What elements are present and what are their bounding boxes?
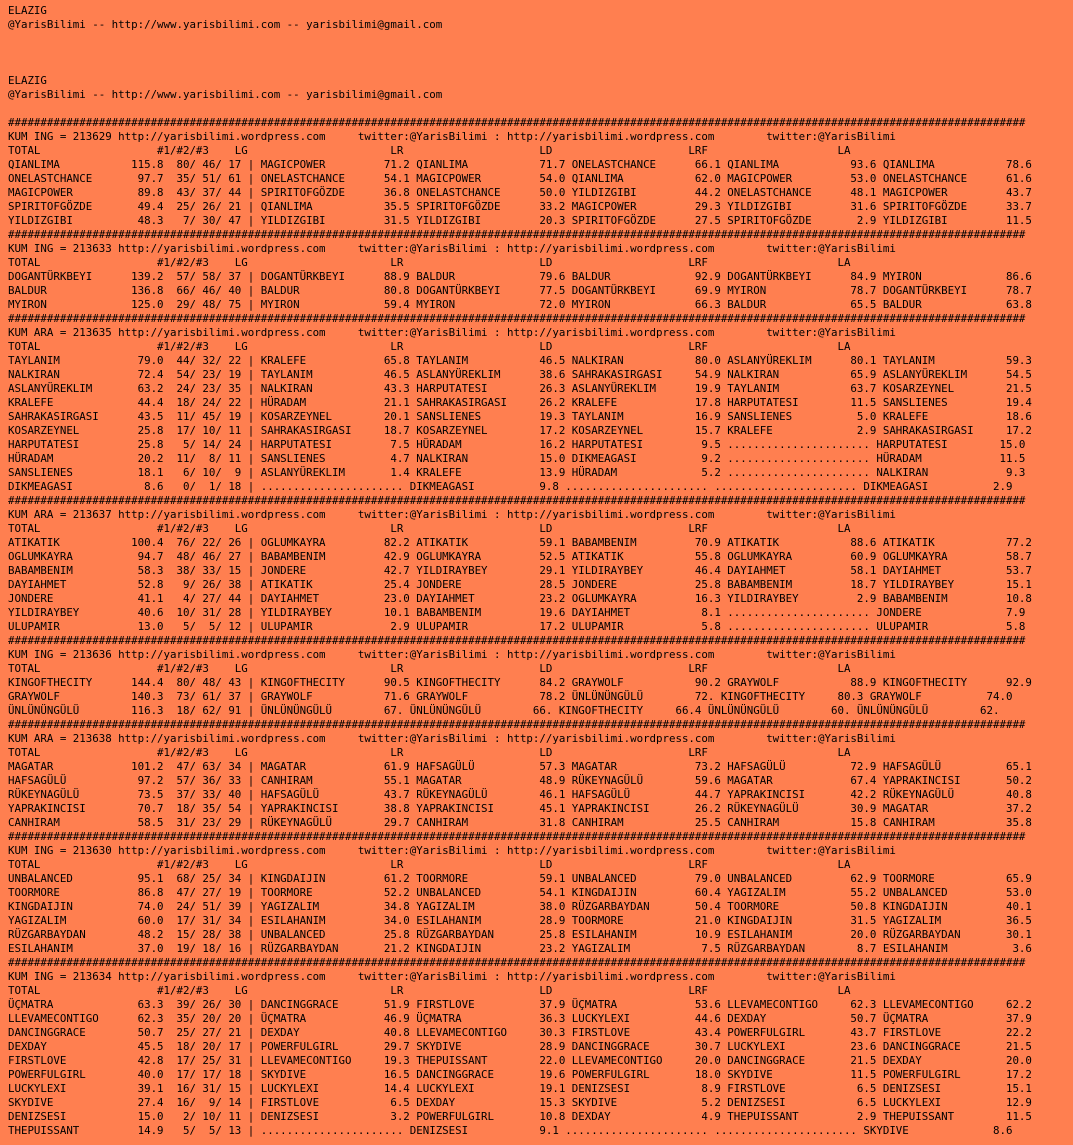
table-row: KOSARZEYNEL 25.8 17/ 10/ 11 | SAHRAKASIRGASI 18.7 KOSARZEYNEL 17.2 KOSARZEYNEL 15.7 KRALEFE 2.9 SAHRAKASIRGASI 17.2 — [8, 424, 1032, 437]
table-row: DEXDAY 45.5 18/ 20/ 17 | POWERFULGIRL 29.7 SKYDIVE 28.9 DANCINGGRACE 30.7 LUCKYLEXI 23.6 DANCINGGRACE 21.5 — [8, 1040, 1032, 1053]
table-row: TOORMORE 86.8 47/ 27/ 19 | TOORMORE 52.2 UNBALANCED 54.1 KINGDAIJIN 60.4 YAGIZALIM 55.2 UNBALANCED 53.0 — [8, 886, 1032, 899]
table-row: YILDIRAYBEY 40.6 10/ 31/ 28 | YILDIRAYBEY 10.1 BABAMBENIM 19.6 DAYIAHMET 8.1 ...................... JONDERE 7.9 — [8, 606, 1026, 619]
table-row: TAYLANIM 79.0 44/ 32/ 22 | KRALEFE 65.8 TAYLANIM 46.5 NALKIRAN 80.0 ASLANYÜREKLIM 80.1 TAYLANIM 59.3 — [8, 354, 1032, 367]
table-row: YAPRAKINCISI 70.7 18/ 35/ 54 | YAPRAKINCISI 38.8 YAPRAKINCISI 45.1 YAPRAKINCISI 26.2 RÜKEYNAGÜLÜ 30.9 MAGATAR 37.2 — [8, 802, 1032, 815]
table-row: SANSLIENES 18.1 6/ 10/ 9 | ASLANYÜREKLIM 1.4 KRALEFE 13.9 HÜRADAM 5.2 ...................... NALKIRAN 9.3 — [8, 466, 1026, 479]
section-divider: ############################################################################################################################################################# — [8, 494, 1026, 507]
table-row: ULUPAMIR 13.0 5/ 5/ 12 | ULUPAMIR 2.9 ULUPAMIR 17.2 ULUPAMIR 5.8 ...................... ULUPAMIR 5.8 — [8, 620, 1026, 633]
column-headers: TOTAL #1/#2/#3 LG LR LD LRF LA — [8, 144, 851, 157]
race-header: KUM ING = 213633 http://yarisbilimi.wordpress.com twitter:@YarisBilimi : http://yarisbilimi.wordpress.com twitter:@YarisBilimi — [8, 242, 896, 255]
header-contact: @YarisBilimi -- http://www.yarisbilimi.com -- yarisbilimi@gmail.com — [8, 88, 443, 101]
table-row: THEPUISSANT 14.9 5/ 5/ 13 | ...................... DENIZSESI 9.1 ...................... ...................... SKYDIVE 8.6 — [8, 1124, 1013, 1137]
section-divider: ############################################################################################################################################################# — [8, 116, 1026, 129]
race-header: KUM ING = 213634 http://yarisbilimi.wordpress.com twitter:@YarisBilimi : http://yarisbilimi.wordpress.com twitter:@YarisBilimi — [8, 970, 896, 983]
section-divider: ############################################################################################################################################################# — [8, 956, 1026, 969]
table-row: KINGOFTHECITY 144.4 80/ 48/ 43 | KINGOFTHECITY 90.5 KINGOFTHECITY 84.2 GRAYWOLF 90.2 GRAYWOLF 88.9 KINGOFTHECITY 92.9 — [8, 676, 1032, 689]
table-row: JONDERE 41.1 4/ 27/ 44 | DAYIAHMET 23.0 DAYIAHMET 23.2 OGLUMKAYRA 16.3 YILDIRAYBEY 2.9 BABAMBENIM 10.8 — [8, 592, 1032, 605]
table-row: DAYIAHMET 52.8 9/ 26/ 38 | ATIKATIK 25.4 JONDERE 28.5 JONDERE 25.8 BABAMBENIM 18.7 YILDIRAYBEY 15.1 — [8, 578, 1032, 591]
column-headers: TOTAL #1/#2/#3 LG LR LD LRF LA — [8, 340, 851, 353]
table-row: ONELASTCHANCE 97.7 35/ 51/ 61 | ONELASTCHANCE 54.1 MAGICPOWER 54.0 QIANLIMA 62.0 MAGICPOWER 53.0 ONELASTCHANCE 61.6 — [8, 172, 1032, 185]
header-title: ELAZIG — [8, 74, 47, 87]
table-row: LUCKYLEXI 39.1 16/ 31/ 15 | LUCKYLEXI 14.4 LUCKYLEXI 19.1 DENIZSESI 8.9 FIRSTLOVE 6.5 DENIZSESI 15.1 — [8, 1082, 1032, 1095]
race-header: KUM ARA = 213637 http://yarisbilimi.wordpress.com twitter:@YarisBilimi : http://yarisbilimi.wordpress.com twitter:@YarisBilimi — [8, 508, 896, 521]
table-row: HAFSAGÜLÜ 97.2 57/ 36/ 33 | CANHIRAM 55.1 MAGATAR 48.9 RÜKEYNAGÜLÜ 59.6 MAGATAR 67.4 YAPRAKINCISI 50.2 — [8, 774, 1032, 787]
table-row: SPIRITOFGÖZDE 49.4 25/ 26/ 21 | QIANLIMA 35.5 SPIRITOFGÖZDE 33.2 MAGICPOWER 29.3 YILDIZGIBI 31.6 SPIRITOFGÖZDE 33.7 — [8, 200, 1032, 213]
race-header: KUM ARA = 213638 http://yarisbilimi.wordpress.com twitter:@YarisBilimi : http://yarisbilimi.wordpress.com twitter:@YarisBilimi — [8, 732, 896, 745]
race-header: KUM ARA = 213635 http://yarisbilimi.wordpress.com twitter:@YarisBilimi : http://yarisbilimi.wordpress.com twitter:@YarisBilimi — [8, 326, 896, 339]
section-divider: ############################################################################################################################################################# — [8, 718, 1026, 731]
table-row: YAGIZALIM 60.0 17/ 31/ 34 | ESILAHANIM 34.0 ESILAHANIM 28.9 TOORMORE 21.0 KINGDAIJIN 31.5 YAGIZALIM 36.5 — [8, 914, 1032, 927]
table-row: CANHIRAM 58.5 31/ 23/ 29 | RÜKEYNAGÜLÜ 29.7 CANHIRAM 31.8 CANHIRAM 25.5 CANHIRAM 15.8 CANHIRAM 35.8 — [8, 816, 1032, 829]
section-divider: ############################################################################################################################################################# — [8, 312, 1026, 325]
race-header: KUM ING = 213630 http://yarisbilimi.wordpress.com twitter:@YarisBilimi : http://yarisbilimi.wordpress.com twitter:@YarisBilimi — [8, 844, 896, 857]
race-header: KUM ING = 213636 http://yarisbilimi.wordpress.com twitter:@YarisBilimi : http://yarisbilimi.wordpress.com twitter:@YarisBilimi — [8, 648, 896, 661]
column-headers: TOTAL #1/#2/#3 LG LR LD LRF LA — [8, 746, 851, 759]
table-row: DIKMEAGASI 8.6 0/ 1/ 18 | ...................... DIKMEAGASI 9.8 ...................... ...................... DIKMEAGASI 2.9 — [8, 480, 1013, 493]
race-header: KUM ING = 213629 http://yarisbilimi.wordpress.com twitter:@YarisBilimi : http://yarisbilimi.wordpress.com twitter:@YarisBilimi — [8, 130, 896, 143]
table-row: ÜÇMATRA 63.3 39/ 26/ 30 | DANCINGGRACE 51.9 FIRSTLOVE 37.9 ÜÇMATRA 53.6 LLEVAMECONTIGO 62.3 LLEVAMECONTIGO 62.2 — [8, 998, 1032, 1011]
column-headers: TOTAL #1/#2/#3 LG LR LD LRF LA — [8, 858, 851, 871]
table-row: KINGDAIJIN 74.0 24/ 51/ 39 | YAGIZALIM 34.8 YAGIZALIM 38.0 RÜZGARBAYDAN 50.4 TOORMORE 50.8 KINGDAIJIN 40.1 — [8, 900, 1032, 913]
table-row: SKYDIVE 27.4 16/ 9/ 14 | FIRSTLOVE 6.5 DEXDAY 15.3 SKYDIVE 5.2 DENIZSESI 6.5 LUCKYLEXI 12.9 — [8, 1096, 1032, 1109]
table-row: BALDUR 136.8 66/ 46/ 40 | BALDUR 80.8 DOGANTÜRKBEYI 77.5 DOGANTÜRKBEYI 69.9 MYIRON 78.7 DOGANTÜRKBEYI 78.7 — [8, 284, 1032, 297]
table-row: NALKIRAN 72.4 54/ 23/ 19 | TAYLANIM 46.5 ASLANYÜREKLIM 38.6 SAHRAKASIRGASI 54.9 NALKIRAN 65.9 ASLANYÜREKLIM 54.5 — [8, 368, 1032, 381]
table-row: DOGANTÜRKBEYI 139.2 57/ 58/ 37 | DOGANTÜRKBEYI 88.9 BALDUR 79.6 BALDUR 92.9 DOGANTÜRKBEYI 84.9 MYIRON 86.6 — [8, 270, 1032, 283]
table-row: ESILAHANIM 37.0 19/ 18/ 16 | RÜZGARBAYDAN 21.2 KINGDAIJIN 23.2 YAGIZALIM 7.5 RÜZGARBAYDAN 8.7 ESILAHANIM 3.6 — [8, 942, 1032, 955]
table-row: KRALEFE 44.4 18/ 24/ 22 | HÜRADAM 21.1 SAHRAKASIRGASI 26.2 KRALEFE 17.8 HARPUTATESI 11.5 SANSLIENES 19.4 — [8, 396, 1032, 409]
table-row: ATIKATIK 100.4 76/ 22/ 26 | OGLUMKAYRA 82.2 ATIKATIK 59.1 BABAMBENIM 70.9 ATIKATIK 88.6 ATIKATIK 77.2 — [8, 536, 1032, 549]
table-row: HARPUTATESI 25.8 5/ 14/ 24 | HARPUTATESI 7.5 HÜRADAM 16.2 HARPUTATESI 9.5 ...................... HARPUTATESI 15.0 — [8, 438, 1026, 451]
table-row: GRAYWOLF 140.3 73/ 61/ 37 | GRAYWOLF 71.6 GRAYWOLF 78.2 ÜNLÜNÜNGÜLÜ 72. KINGOFTHECITY 80.3 GRAYWOLF 74.0 — [8, 690, 1013, 703]
table-row: HÜRADAM 20.2 11/ 8/ 11 | SANSLIENES 4.7 NALKIRAN 15.0 DIKMEAGASI 9.2 ...................... HÜRADAM 11.5 — [8, 452, 1026, 465]
blank-line — [8, 60, 1073, 74]
table-row: MAGICPOWER 89.8 43/ 37/ 44 | SPIRITOFGÖZDE 36.8 ONELASTCHANCE 50.0 YILDIZGIBI 44.2 ONELASTCHANCE 48.1 MAGICPOWER 43.7 — [8, 186, 1032, 199]
table-row: BABAMBENIM 58.3 38/ 33/ 15 | JONDERE 42.7 YILDIRAYBEY 29.1 YILDIRAYBEY 46.4 DAYIAHMET 58.1 DAYIAHMET 53.7 — [8, 564, 1032, 577]
blank-line — [8, 102, 1073, 116]
header-contact: @YarisBilimi -- http://www.yarisbilimi.com -- yarisbilimi@gmail.com — [8, 18, 443, 31]
table-row: DANCINGGRACE 50.7 25/ 27/ 21 | DEXDAY 40.8 LLEVAMECONTIGO 30.3 FIRSTLOVE 43.4 POWERFULGIRL 43.7 FIRSTLOVE 22.2 — [8, 1026, 1032, 1039]
table-row: LLEVAMECONTIGO 62.3 35/ 20/ 20 | ÜÇMATRA 46.9 ÜÇMATRA 36.3 LUCKYLEXI 44.6 DEXDAY 50.7 ÜÇMATRA 37.9 — [8, 1012, 1032, 1025]
column-headers: TOTAL #1/#2/#3 LG LR LD LRF LA — [8, 522, 851, 535]
table-row: MAGATAR 101.2 47/ 63/ 34 | MAGATAR 61.9 HAFSAGÜLÜ 57.3 MAGATAR 73.2 HAFSAGÜLÜ 72.9 HAFSAGÜLÜ 65.1 — [8, 760, 1032, 773]
section-divider: ############################################################################################################################################################# — [8, 830, 1026, 843]
section-divider: ############################################################################################################################################################# — [8, 228, 1026, 241]
table-row: ASLANYÜREKLIM 63.2 24/ 23/ 35 | NALKIRAN 43.3 HARPUTATESI 26.3 ASLANYÜREKLIM 19.9 TAYLANIM 63.7 KOSARZEYNEL 21.5 — [8, 382, 1032, 395]
table-row: UNBALANCED 95.1 68/ 25/ 34 | KINGDAIJIN 61.2 TOORMORE 59.1 UNBALANCED 79.0 UNBALANCED 62.9 TOORMORE 65.9 — [8, 872, 1032, 885]
table-row: QIANLIMA 115.8 80/ 46/ 17 | MAGICPOWER 71.2 QIANLIMA 71.7 ONELASTCHANCE 66.1 QIANLIMA 93.6 QIANLIMA 78.6 — [8, 158, 1032, 171]
table-row: RÜZGARBAYDAN 48.2 15/ 28/ 38 | UNBALANCED 25.8 RÜZGARBAYDAN 25.8 ESILAHANIM 10.9 ESILAHANIM 20.0 RÜZGARBAYDAN 30.1 — [8, 928, 1032, 941]
table-row: SAHRAKASIRGASI 43.5 11/ 45/ 19 | KOSARZEYNEL 20.1 SANSLIENES 19.3 TAYLANIM 16.9 SANSLIENES 5.0 KRALEFE 18.6 — [8, 410, 1032, 423]
table-row: YILDIZGIBI 48.3 7/ 30/ 47 | YILDIZGIBI 31.5 YILDIZGIBI 20.3 SPIRITOFGÖZDE 27.5 SPIRITOFGÖZDE 2.9 YILDIZGIBI 11.5 — [8, 214, 1032, 227]
column-headers: TOTAL #1/#2/#3 LG LR LD LRF LA — [8, 662, 851, 675]
section-divider: ############################################################################################################################################################# — [8, 634, 1026, 647]
table-row: FIRSTLOVE 42.8 17/ 25/ 31 | LLEVAMECONTIGO 19.3 THEPUISSANT 22.0 LLEVAMECONTIGO 20.0 DANCINGGRACE 21.5 DEXDAY 20.0 — [8, 1054, 1032, 1067]
table-row: POWERFULGIRL 40.0 17/ 17/ 18 | SKYDIVE 16.5 DANCINGGRACE 19.6 POWERFULGIRL 18.0 SKYDIVE 11.5 POWERFULGIRL 17.2 — [8, 1068, 1032, 1081]
table-row: RÜKEYNAGÜLÜ 73.5 37/ 33/ 40 | HAFSAGÜLÜ 43.7 RÜKEYNAGÜLÜ 46.1 HAFSAGÜLÜ 44.7 YAPRAKINCISI 42.2 RÜKEYNAGÜLÜ 40.8 — [8, 788, 1032, 801]
column-headers: TOTAL #1/#2/#3 LG LR LD LRF LA — [8, 256, 851, 269]
blank-line — [8, 32, 1073, 46]
table-row: ÜNLÜNÜNGÜLÜ 116.3 18/ 62/ 91 | ÜNLÜNÜNGÜLÜ 67. ÜNLÜNÜNGÜLÜ 66. KINGOFTHECITY 66.4 ÜNLÜNÜNGÜLÜ 60. ÜNLÜNÜNGÜLÜ 62. — [8, 704, 1000, 717]
header-title: ELAZIG — [8, 4, 47, 17]
table-row: MYIRON 125.0 29/ 48/ 75 | MYIRON 59.4 MYIRON 72.0 MYIRON 66.3 BALDUR 65.5 BALDUR 63.8 — [8, 298, 1032, 311]
column-headers: TOTAL #1/#2/#3 LG LR LD LRF LA — [8, 984, 851, 997]
blank-line — [8, 46, 1073, 60]
table-row: DENIZSESI 15.0 2/ 10/ 11 | DENIZSESI 3.2 POWERFULGIRL 10.8 DEXDAY 4.9 THEPUISSANT 2.9 THEPUISSANT 11.5 — [8, 1110, 1032, 1123]
table-row: OGLUMKAYRA 94.7 48/ 46/ 27 | BABAMBENIM 42.9 OGLUMKAYRA 52.5 ATIKATIK 55.8 OGLUMKAYRA 60.9 OGLUMKAYRA 58.7 — [8, 550, 1032, 563]
